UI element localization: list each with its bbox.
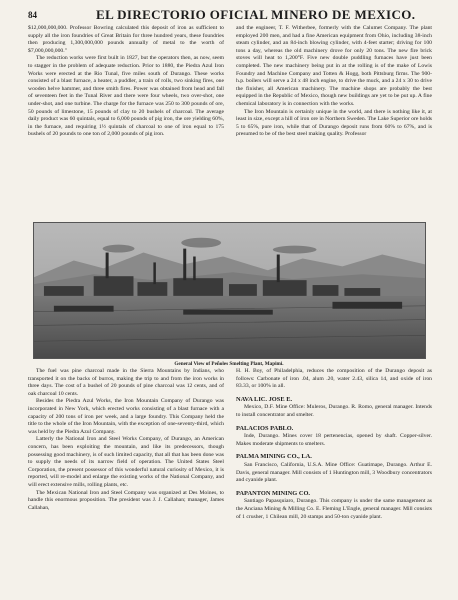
entry-body: Santiago Papasquiaro, Durango. This company is under the same management as the Anciana Mining & Milling Co. E. Fleming L'Engle, general manager. Mill consists of 1 crusher, 1 Chilean mill, 20 stamps and 50-ton cyanide plant. — [236, 498, 432, 520]
smelting-plant-photo — [33, 222, 426, 359]
entry-title: NAVA LIC. JOSE E. — [236, 395, 293, 403]
paragraph: The Iron Mountain is certainly unique in the world, and there is nothing like it, at least in size, except a hill of iron ore in Northern Sweden. The Lake Superior ore holds 5 to 65%, pure iron, while that of Durango deposit runs from 60% to 67%, and is presumed to be of the best steel making quality. Professor — [236, 108, 433, 138]
entry-title: PALACIOS PABLO. — [236, 424, 294, 432]
entry-body: Mexico, D.F. Mine Office: Muleros, Durango. R. Romo, general manager. Intends to install concentrator and smelter. — [236, 404, 432, 418]
bottom-right-column — [236, 368, 432, 521]
top-right-column — [236, 25, 432, 139]
entry-body: San Francisco, California, U.S.A. Mine Office: Guatimape, Durango. Arthur E. Davis, general manager. Mill consists of 1 Huntington mill, 3 Woodbury concentrators and cyanide plant. — [236, 461, 432, 484]
paragraph: Besides the Piedra Azul Works, the Iron Mountain Company of Durango was incorporated in New York, which erected works consisting of a blast furnace with a capacity of 200 tons of iron per week, and a large foundry. This Company held the title to the whole of the Iron Mountain, with the exception of one-seventy-third, which was held by the Piedra Azul Company. — [28, 398, 224, 435]
paragraph: The fuel was pine charcoal made in the Sierra Mountains by Indians, who transported it on the backs of burros, making the trip to and from the iron works in three days. The cost of a bushel of 20 pounds of pine charcoal was 12 cents, and of oak charcoal 10 cents. — [28, 368, 224, 397]
entry-body: Inde, Durango. Mines cover 18 pertenencias, opened by shaft. Copper-silver. Makes moderate shipments to smelters. — [236, 433, 432, 447]
entry-title: PAPANTON MINING CO. — [236, 489, 311, 497]
entry-title: PALMA MINING CO., LA. — [236, 453, 312, 461]
photo-caption: General View of Peñoles Smelting Plant, Mapimi. — [174, 361, 284, 367]
paragraph: The Mexican National Iron and Steel Company was organized at Des Moines, to handle this enormous proposition. The president was J. J. Callahan; manager, James Callahan, — [28, 489, 224, 511]
paragraph: $12,000,000,000. Professor Bowring calculated this deposit of iron as sufficient to supply all the iron foundries of Great Britain for three hundred years, these foundries then producing 1,300,000,000 pounds annually of metal to the worth of $7,000,000,000." — [28, 25, 224, 54]
top-left-column — [28, 25, 224, 139]
paragraph: H. H. Boy, of Philadelphia, reduces the composition of the Durango deposit as follows: Carbonate of iron .04, alum .20, water 2.43, silica 14, and oxide of iron 83.33, or 100% in all. — [236, 368, 432, 390]
paragraph: The reduction works were first built in 1827, but the operators then, as now, seem to stagger in the problem of adequate reduction. Prior to 1880, the Piedra Azul Iron Works were erected at the Rio Tunal, five miles south of Durango. These works consisted of a blast furnace, a heater, a puddler, a train of rolls, two sinking fires, one wooden helve hammer, and three smith fires. Power was obtained from head and fall of seventeen feet in the Tunal River and there were four wheels, two over-shot, one under-shot, and one turbine. The charge for the furnace was 250 to 300 pounds of ore, 50 pounds of limestone, 15 pounds of clay to 20 bushels of charcoal. The average daily product was 60 quintals, equal to 6,000 pounds of pig iron, the ore yielding 60%, in the furnace, and requiring 1½ quintals of charcoal to one of iron equal to 175 bushels of 20 pounds to one ton of 2,000 pounds of pig iron. — [28, 55, 224, 138]
paragraph: and the engineer, T. F. Witherbee, formerly with the Calumet Company. The plant employed 200 men, and had a fine American equipment from Ohio, including 38-inch steam cylinder, and an 84-inch blowing cylinder, with 4-feet starter; driving for 100 tons a day, whereas the old machinery drove for only 20 tons. The new fire brick stoves will heat to 1,200°F. Five new double puddling furnaces have just been completed. The new machinery being put in at the rolling is of the make of Lowis Foundry and Machine Company and Totten & Hogg, both Pittsburg firms. The 900-h.p. boilers will serve a 24 x 48 inch engine, to drive the muck, and a 24 x 30 to drive the finisher, all American machinery. The machine shops are probably the best equipped in the Republic of Mexico, though new buildings are yet to be put up. A fine chemical laboratory is in connection with the works. — [236, 25, 432, 107]
page-number: 84 — [28, 10, 37, 20]
running-head-title: EL DIRECTORIO OFICIAL MINERO DE MEXICO. — [96, 7, 416, 22]
bottom-left-column — [28, 368, 224, 512]
paragraph: Latterly the National Iron and Steel Works Company, of Durango, an American concern, has been exploiting the mountain, and like its predecessors, though possessing good machinery, is of such limited capacity, that all that has been done was to supply the needs of its narrow field of operation. The United States Steel Corporation, the present possessor of this wonderful natural curiosity of Mexico, it is reported, will re-model and enlarge the existing works of the National Company, and will erect extensive mills, rolling plants, etc. — [28, 436, 224, 488]
